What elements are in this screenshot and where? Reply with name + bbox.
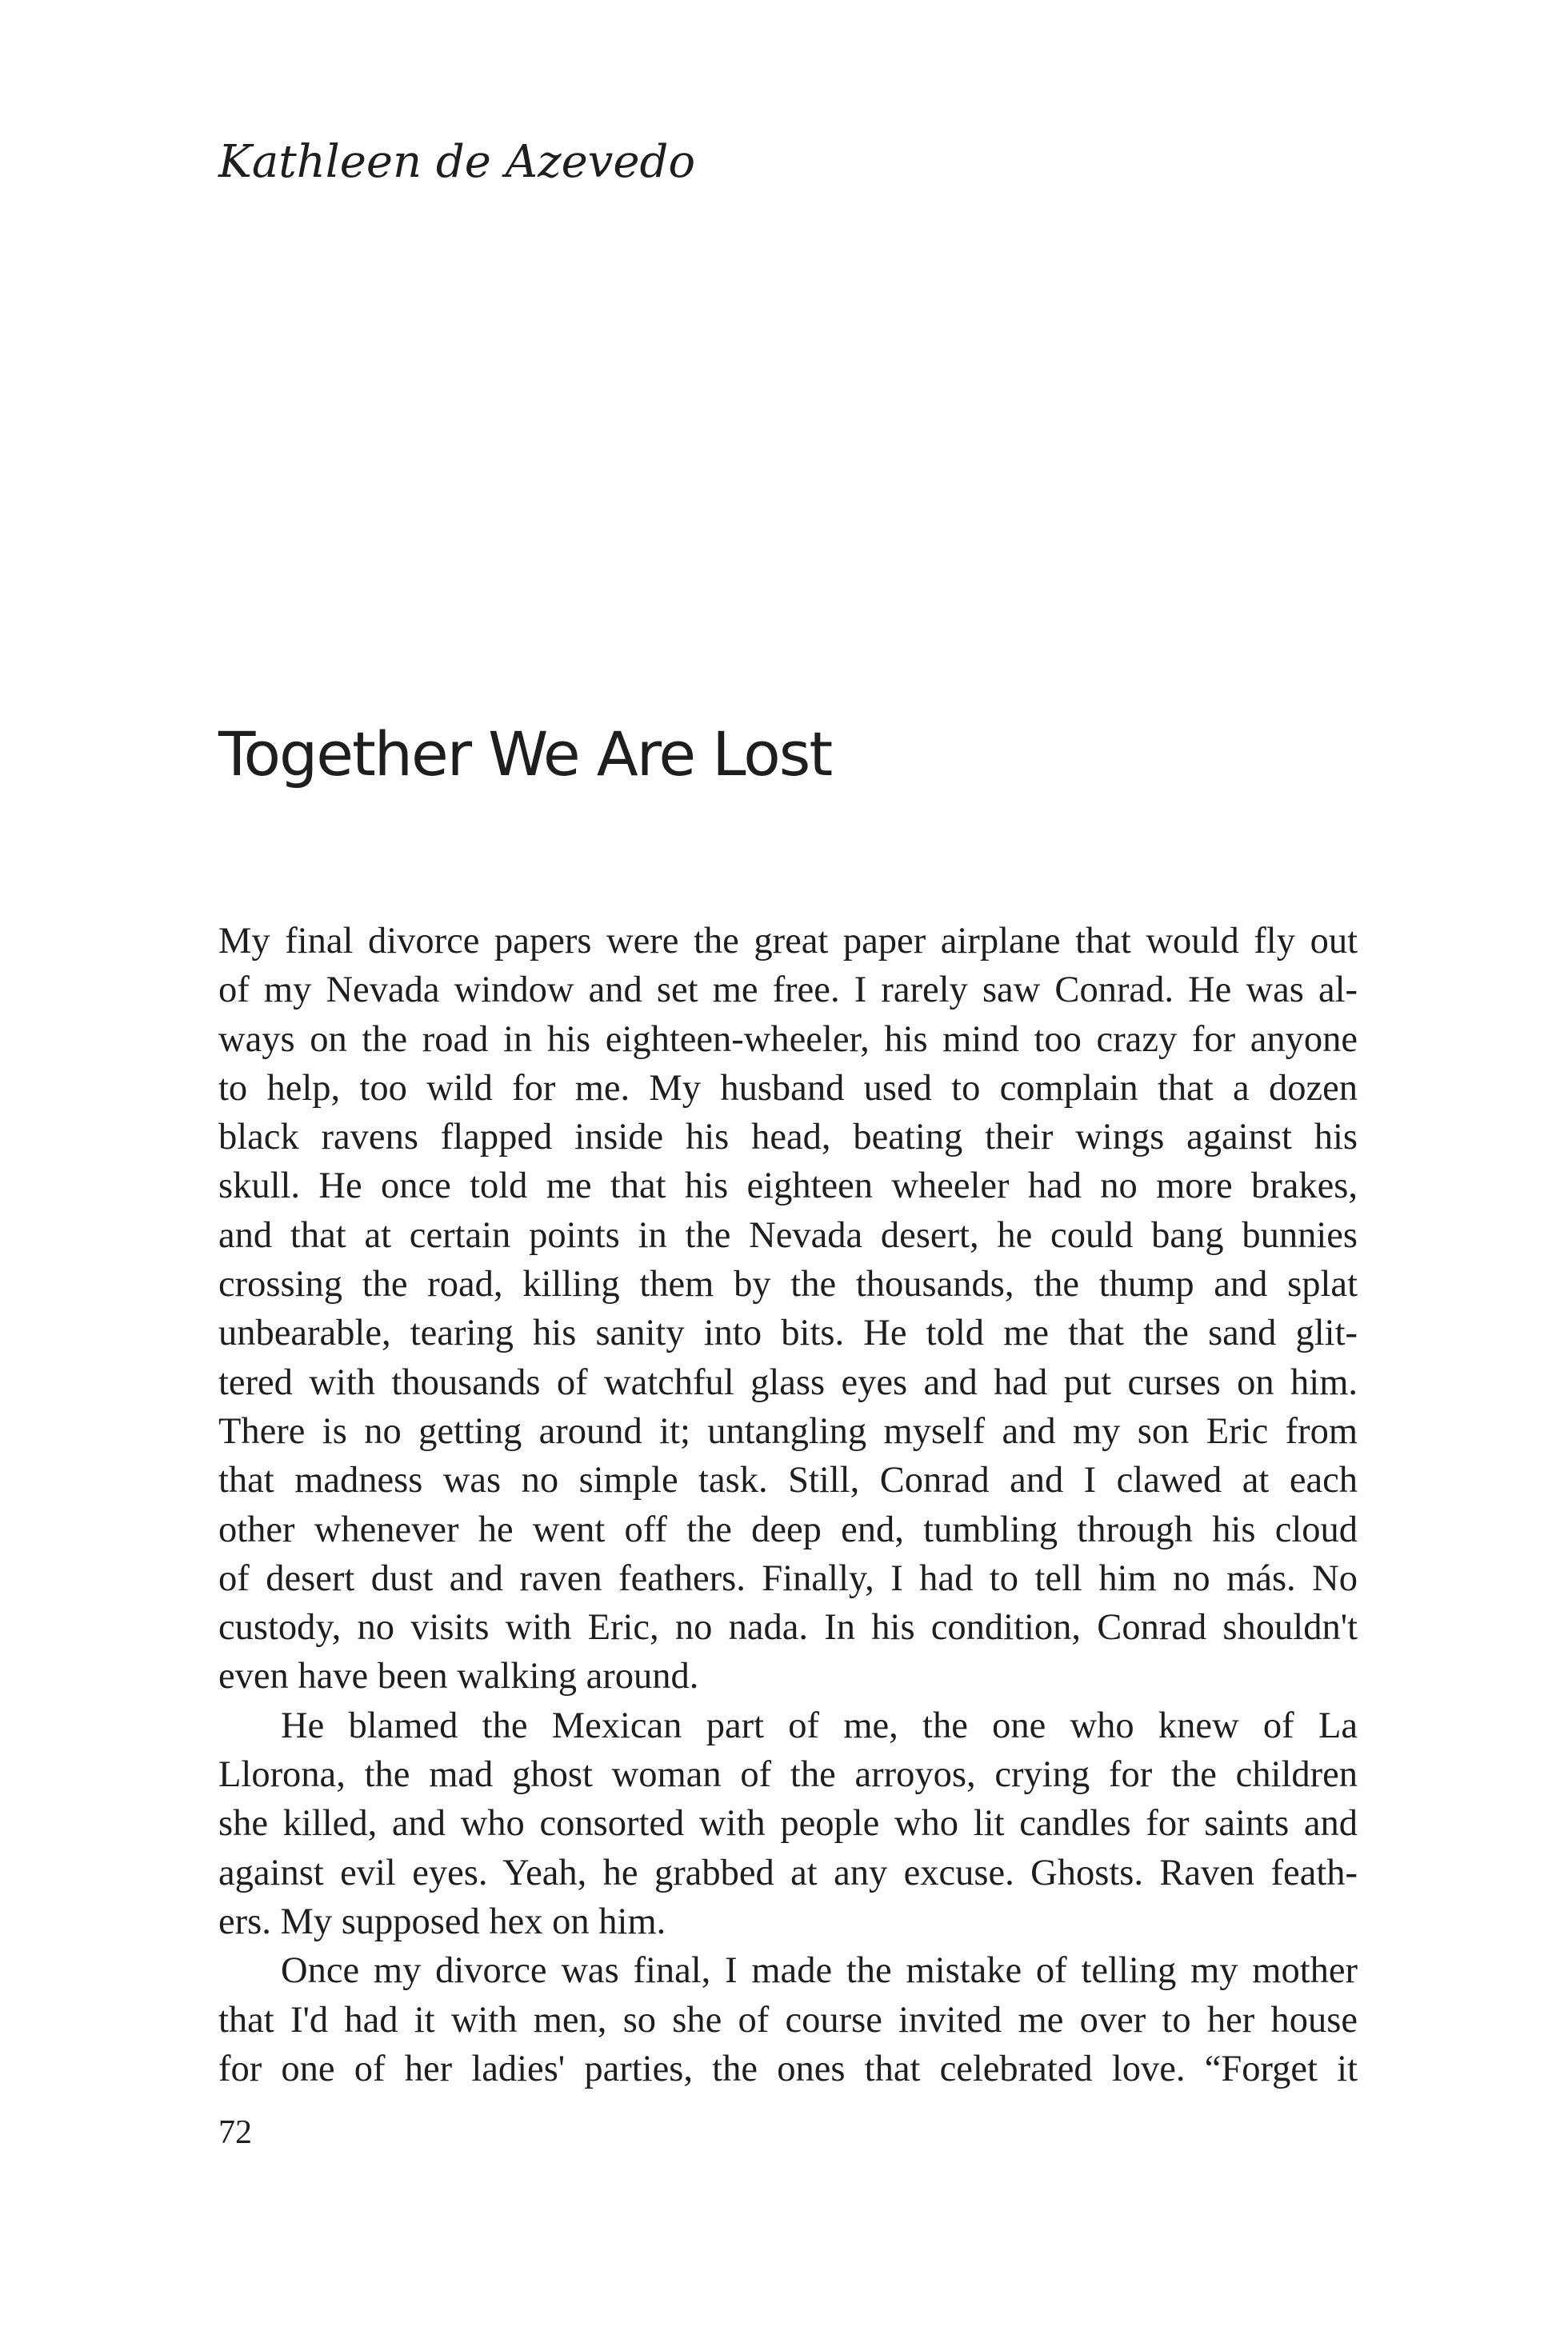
text-line: unbearable, tearing his sanity into bits. He told me that the sand glit-	[218, 1313, 1358, 1354]
text-line: that I'd had it with men, so she of course invited me over to her house	[218, 1999, 1358, 2041]
text-line: and that at certain points in the Nevada desert, he could bang bunnies	[218, 1214, 1358, 1256]
text-line: tered with thousands of watchful glass eyes and had put curses on him.	[218, 1361, 1358, 1403]
text-line: Once my divorce was final, I made the mistake of telling my mother	[281, 1950, 1358, 1992]
text-line: ways on the road in his eighteen-wheeler, his mind too crazy for anyone	[218, 1018, 1358, 1060]
text-line: Llorona, the mad ghost woman of the arroyos, crying for the children	[218, 1754, 1358, 1796]
text-line: for one of her ladies' parties, the ones that celebrated love. “Forget it	[218, 2048, 1358, 2089]
text-line: He blamed the Mexican part of me, the one who knew of La	[281, 1705, 1358, 1746]
text-line: My final divorce papers were the great paper airplane that would fly out	[218, 921, 1358, 962]
author-name: Kathleen de Azevedo	[218, 136, 696, 188]
text-line: black ravens flapped inside his head, beating their wings against his	[218, 1117, 1358, 1158]
text-line: even have been walking around.	[218, 1656, 699, 1697]
text-line: skull. He once told me that his eighteen wheeler had no more brakes,	[218, 1166, 1358, 1207]
text-line: other whenever he went off the deep end, tumbling through his cloud	[218, 1509, 1358, 1550]
text-line: of my Nevada window and set me free. I rarely saw Conrad. He was al-	[218, 970, 1358, 1011]
story-title: Together We Are Lost	[218, 718, 832, 790]
text-line: of desert dust and raven feathers. Finally, I had to tell him no más. No	[218, 1557, 1358, 1599]
story-body	[218, 917, 1358, 2093]
text-line: she killed, and who consorted with people who lit candles for saints and	[218, 1803, 1358, 1845]
text-line: There is no getting around it; untangling myself and my son Eric from	[218, 1410, 1358, 1452]
text-line: to help, too wild for me. My husband used to complain that a dozen	[218, 1067, 1358, 1109]
text-line: custody, no visits with Eric, no nada. In his condition, Conrad shouldn't	[218, 1607, 1358, 1649]
page-number: 72	[218, 2114, 252, 2151]
text-line: against evil eyes. Yeah, he grabbed at any excuse. Ghosts. Raven feath-	[218, 1852, 1358, 1893]
paragraph-1	[218, 917, 1358, 1701]
text-line: crossing the road, killing them by the thousands, the thump and splat	[218, 1264, 1358, 1305]
paragraph-3	[218, 1946, 1358, 2093]
paragraph-2	[218, 1701, 1358, 1946]
text-line: ers. My supposed hex on him.	[218, 1901, 666, 1942]
text-line: that madness was no simple task. Still, Conrad and I clawed at each	[218, 1460, 1358, 1501]
